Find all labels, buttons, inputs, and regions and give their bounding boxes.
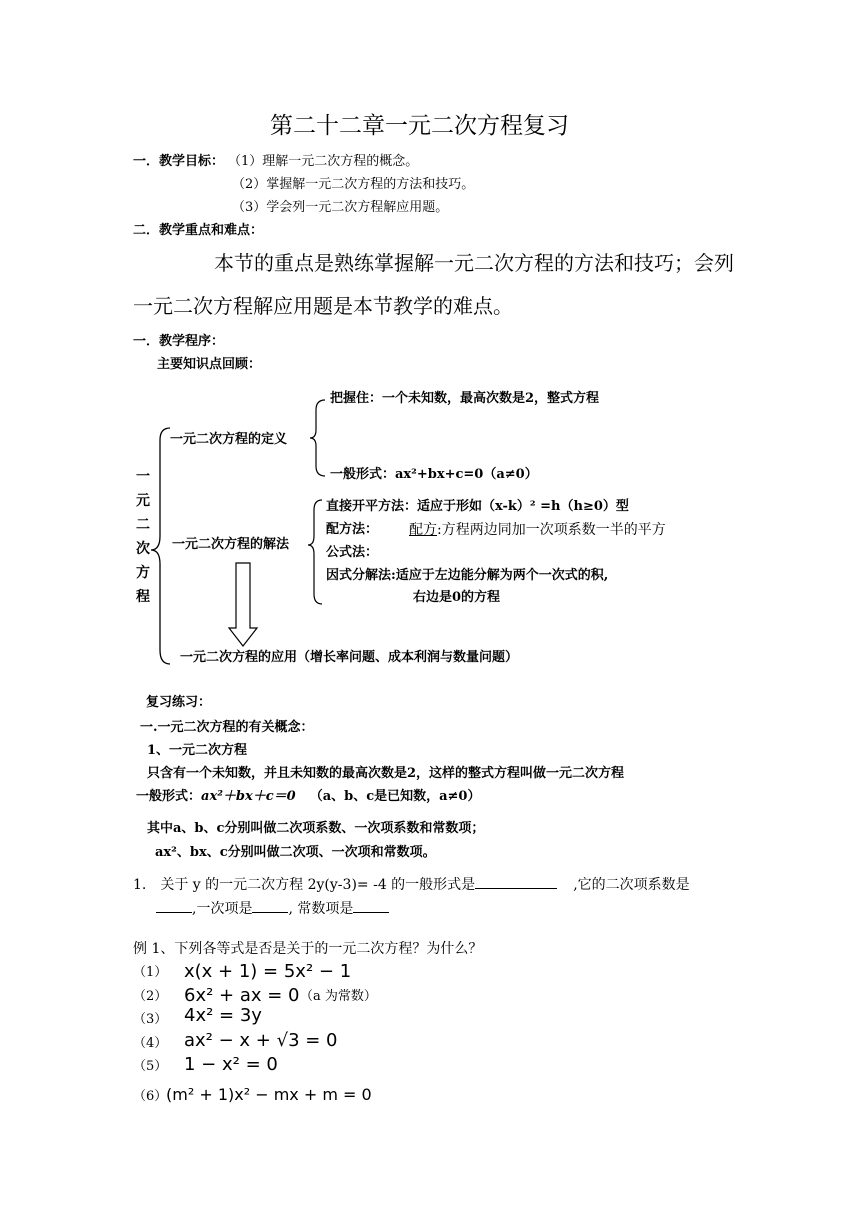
objective-item: （3）学会列一元二次方程解应用题。: [232, 200, 449, 215]
solutions-node: 一元二次方程的解法: [172, 537, 290, 552]
definition-brace: [310, 400, 325, 476]
review-item-1: 1、一元二次方程: [147, 743, 248, 758]
procedure-label: 一．教学程序：: [133, 334, 225, 349]
review-general-form: 一般形式：ax²＋bx＋c＝0 （a、b、c是已知数，a≠0）: [136, 789, 481, 804]
solution-factoring: 因式分解法:适应于左边能分解为两个一次式的积,: [326, 568, 609, 583]
example-label: （3）: [133, 1012, 168, 1027]
example-label: （6）: [133, 1089, 168, 1104]
review-terms: ax²、bx、c分别叫做二次项、一次项和常数项。: [155, 845, 436, 860]
answer-blank[interactable]: [475, 876, 557, 889]
exercise-line: 1. 关于 y 的一元二次方程 2y(y-3)= -4 的一般形式是 ,它的二次项系数是: [133, 877, 690, 893]
example-equation: 1 − x² = 0: [184, 1054, 278, 1075]
example-note: （a 为常数）: [300, 989, 377, 1004]
example-label: （4）: [133, 1036, 168, 1051]
definition-node: 一元二次方程的定义: [170, 432, 288, 447]
example-label: （2）: [133, 989, 168, 1004]
down-arrow: [229, 563, 257, 646]
objectives-label: 一．教学目标：: [133, 154, 225, 169]
example-equation: x(x + 1) = 5x² − 1: [184, 961, 352, 982]
exercise-line-2: ,一次项是 , 常数项是: [156, 900, 389, 916]
key-points-line: 本节的重点是熟练掌握解一元二次方程的方法和技巧；会列: [214, 251, 734, 275]
review-coefficients: 其中a、b、c分别叫做二次项系数、一次项系数和常数项；: [147, 821, 485, 836]
solution-direct: 直接开平方法：适应于形如（x-k）² =h（h≥0）型: [326, 499, 629, 514]
example-heading: 例 1、下列各等式是否是关于的一元二次方程？为什么？: [133, 941, 483, 957]
answer-blank[interactable]: [156, 900, 192, 913]
definition-general-form: 一般形式：ax²+bx+c=0（a≠0）: [330, 467, 538, 482]
example-equation: 4x² = 3y: [184, 1005, 262, 1026]
review-definition: 只含有一个未知数，并且未知数的最高次数是2，这样的整式方程叫做一元二次方程: [147, 766, 625, 781]
objective-item: （2）掌握解一元二次方程的方法和技巧。: [232, 177, 475, 192]
example-label: （1）: [133, 965, 168, 980]
answer-blank[interactable]: [252, 900, 288, 913]
example-equation: (m² + 1)x² − mx + m = 0: [166, 1085, 372, 1104]
application-node: 一元二次方程的应用（增长率问题、成本利润与数量问题）: [180, 650, 519, 665]
solutions-brace: [308, 500, 322, 604]
review-section: 一.一元二次方程的有关概念：: [140, 720, 314, 735]
example-equation: 6x² + ax = 0: [184, 985, 300, 1006]
answer-blank[interactable]: [353, 900, 389, 913]
solution-factoring-cont: 右边是0的方程: [413, 590, 501, 605]
objective-item: （1）理解一元二次方程的概念。: [228, 154, 419, 169]
review-label: 复习练习：: [146, 695, 212, 710]
solution-formula: 公式法：: [326, 545, 379, 560]
solution-completing-desc: 配方:方程两边同加一次项系数一半的平方: [409, 522, 666, 538]
page-title: 第二十二章一元二次方程复习: [270, 113, 569, 139]
key-points-label: 二．教学重点和难点：: [133, 223, 264, 238]
example-equation: ax² − x + √3 = 0: [184, 1030, 338, 1051]
review-subheading: 主要知识点回顾：: [157, 357, 262, 372]
definition-grasp: 把握住：一个未知数，最高次数是2，整式方程: [330, 391, 600, 406]
main-brace: [151, 428, 170, 664]
solution-completing-label: 配方法：: [326, 522, 379, 537]
key-points-line: 一元二次方程解应用题是本节教学的难点。: [133, 294, 513, 318]
example-label: （5）: [133, 1059, 168, 1074]
diagram-root: 一 元 二 次 方 程: [136, 469, 150, 605]
